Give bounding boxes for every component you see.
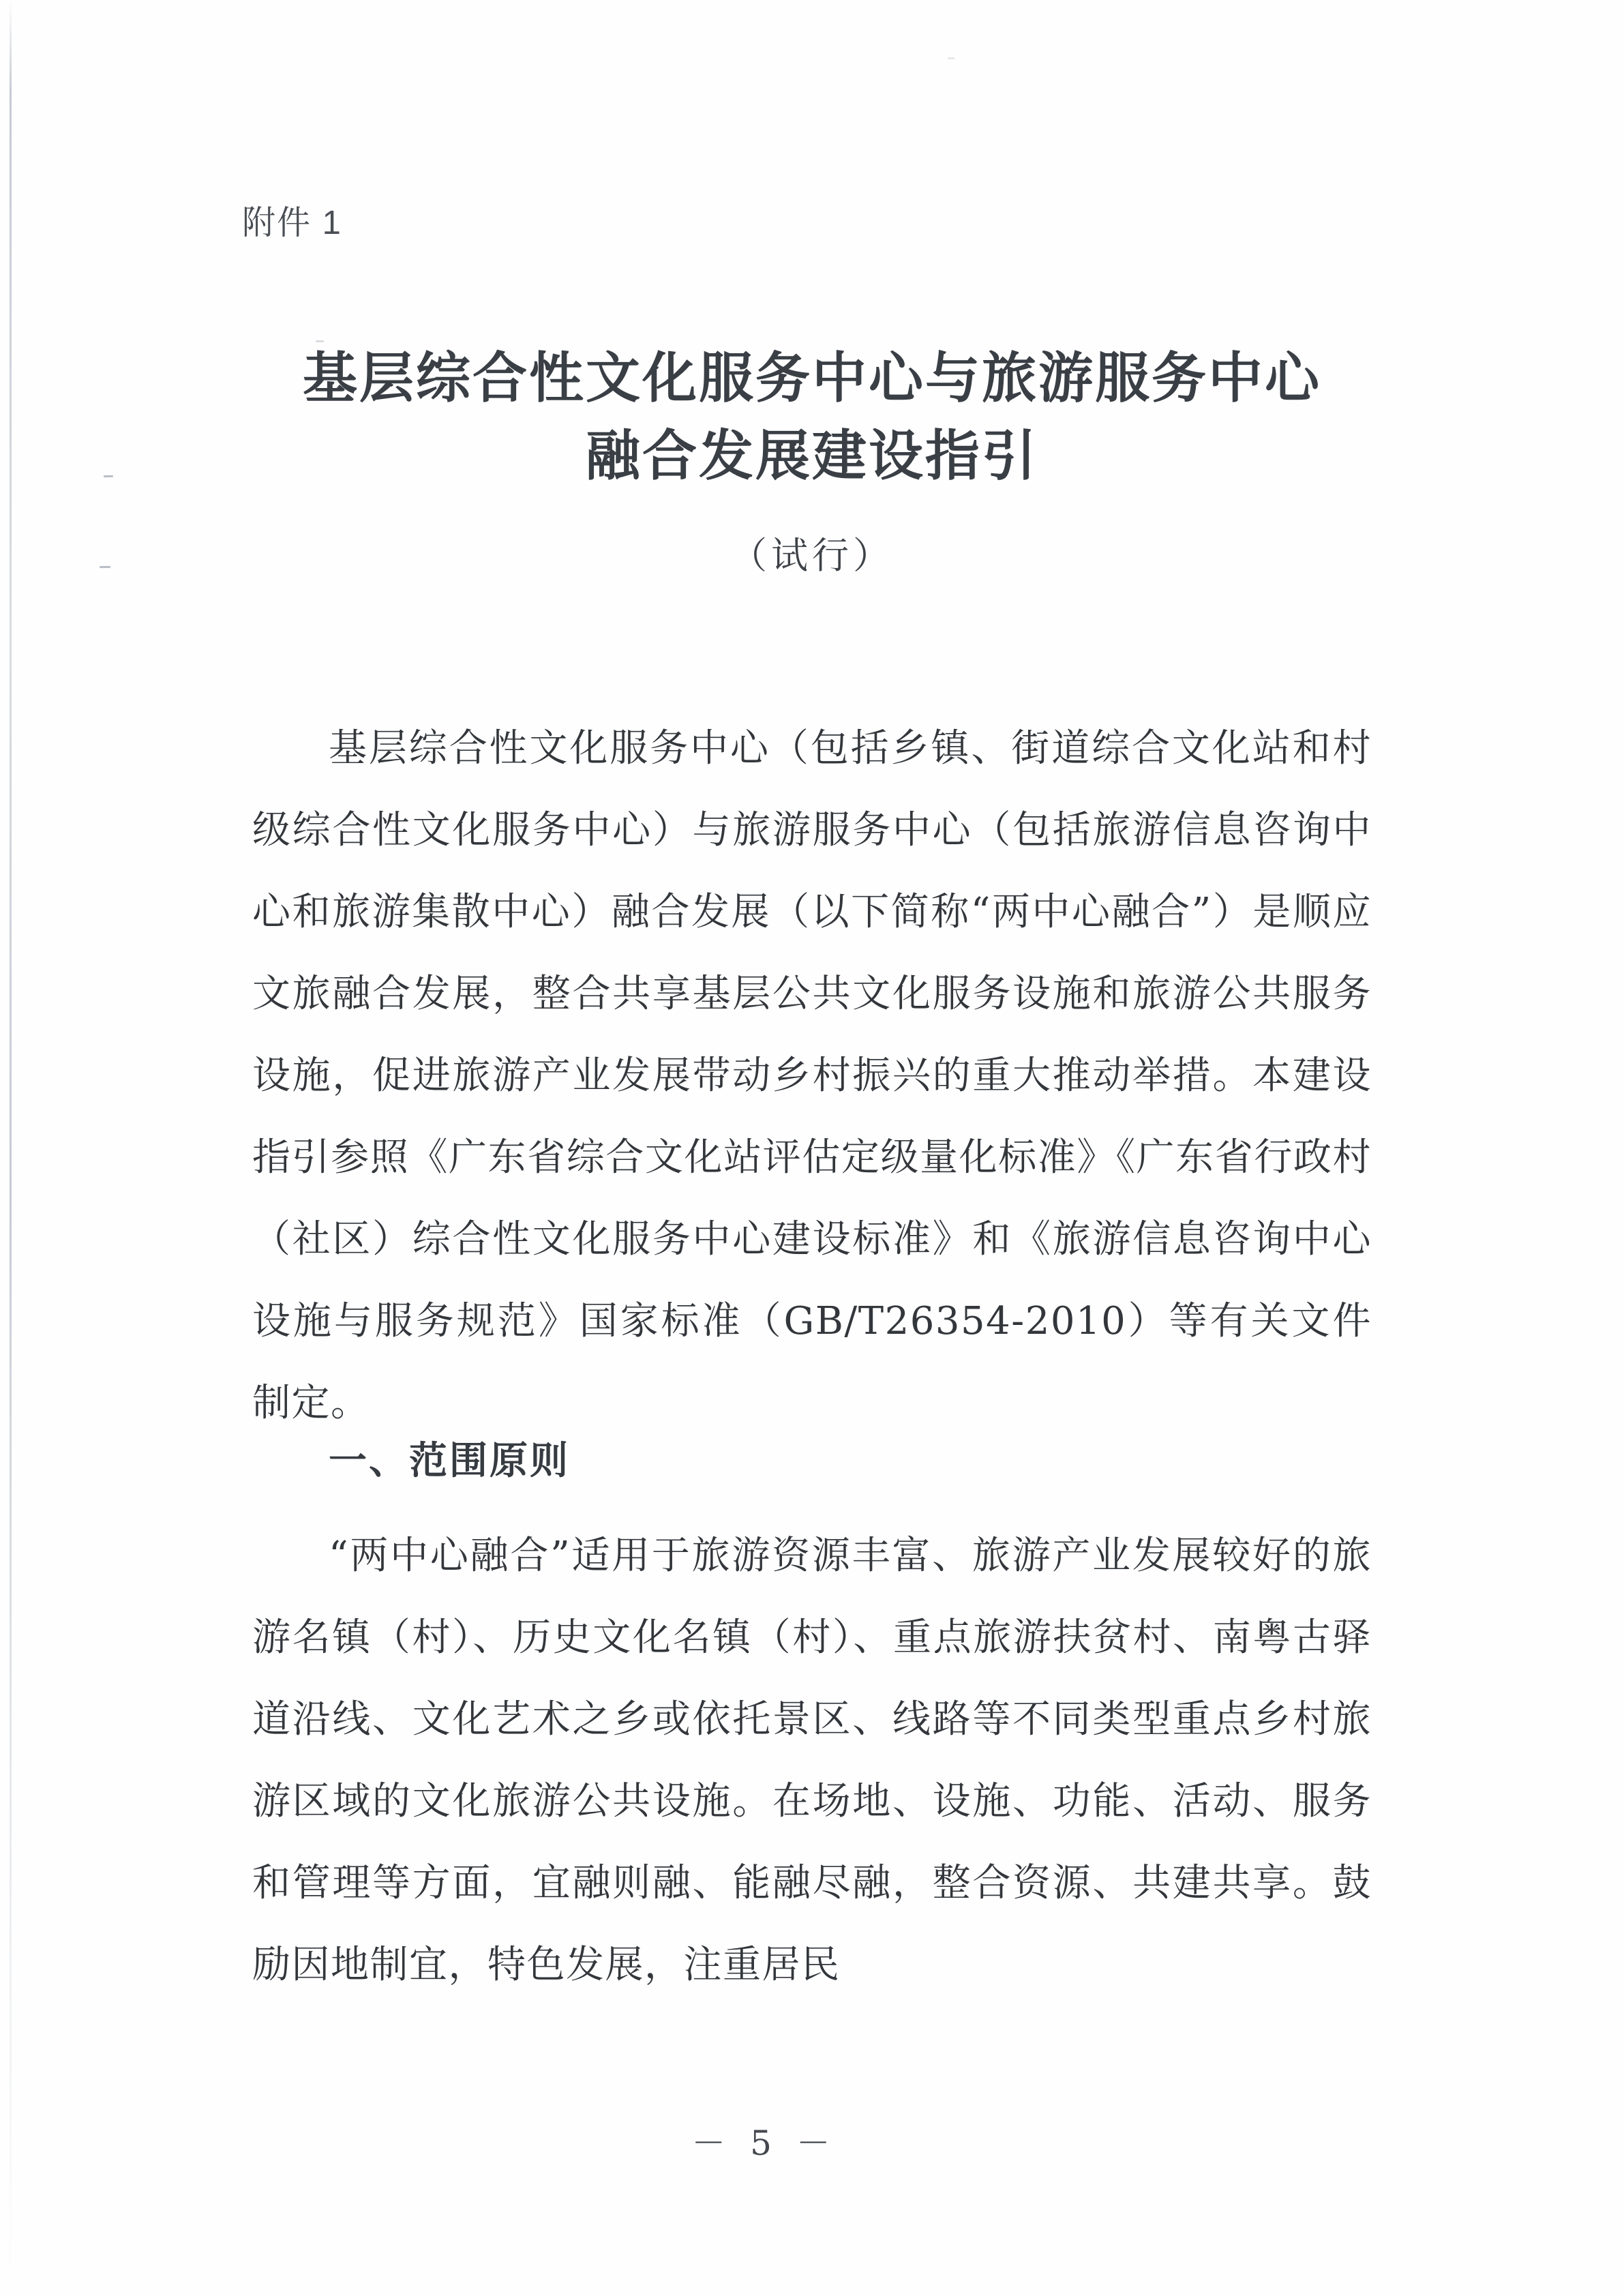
page-title	[0, 340, 1624, 495]
section-heading-scope-principles: 一、范围原则	[329, 1439, 570, 1482]
page-title-line-1: 基层综合性文化服务中心与旅游服务中心	[303, 348, 1321, 408]
page-number: － 5 －	[691, 2123, 837, 2163]
section-paragraph: “两中心融合”适用于旅游资源丰富、旅游产业发展较好的旅游名镇（村）、历史文化名镇（村）、重点旅游扶贫村、南粤古驿道沿线、文化艺术之乡或依托景区、线路等不同类型重点乡村旅游区域的文化旅游公共设施。在场地、设施、功能、活动、服务和管理等方面，宜融则融、能融尽融，整合资源、共建共享。鼓励因地制宜，特色发展，注重居民	[252, 1534, 1372, 1987]
intro-paragraph-block	[252, 708, 1372, 1444]
page-subtitle: （试行）	[730, 534, 894, 577]
section-paragraph-block	[252, 1515, 1372, 2006]
page-title-line-2: 融合发展建设指引	[586, 426, 1038, 486]
intro-paragraph: 基层综合性文化服务中心（包括乡镇、街道综合文化站和村级综合性文化服务中心）与旅游服务中心（包括旅游信息咨询中心和旅游集散中心）融合发展（以下简称“两中心融合”）是顺应文旅融合发展，整合共享基层公共文化服务设施和旅游公共服务设施，促进旅游产业发展带动乡村振兴的重大推动举措。本建设指引参照《广东省综合文化站评估定级量化标准》《广东省行政村（社区）综合性文化服务中心建设标准》和《旅游信息咨询中心设施与服务规范》国家标准（GB/T26354-2010）等有关文件制定。	[252, 726, 1372, 1425]
scan-speck	[948, 57, 954, 59]
attachment-label: 附件 1	[242, 205, 342, 241]
